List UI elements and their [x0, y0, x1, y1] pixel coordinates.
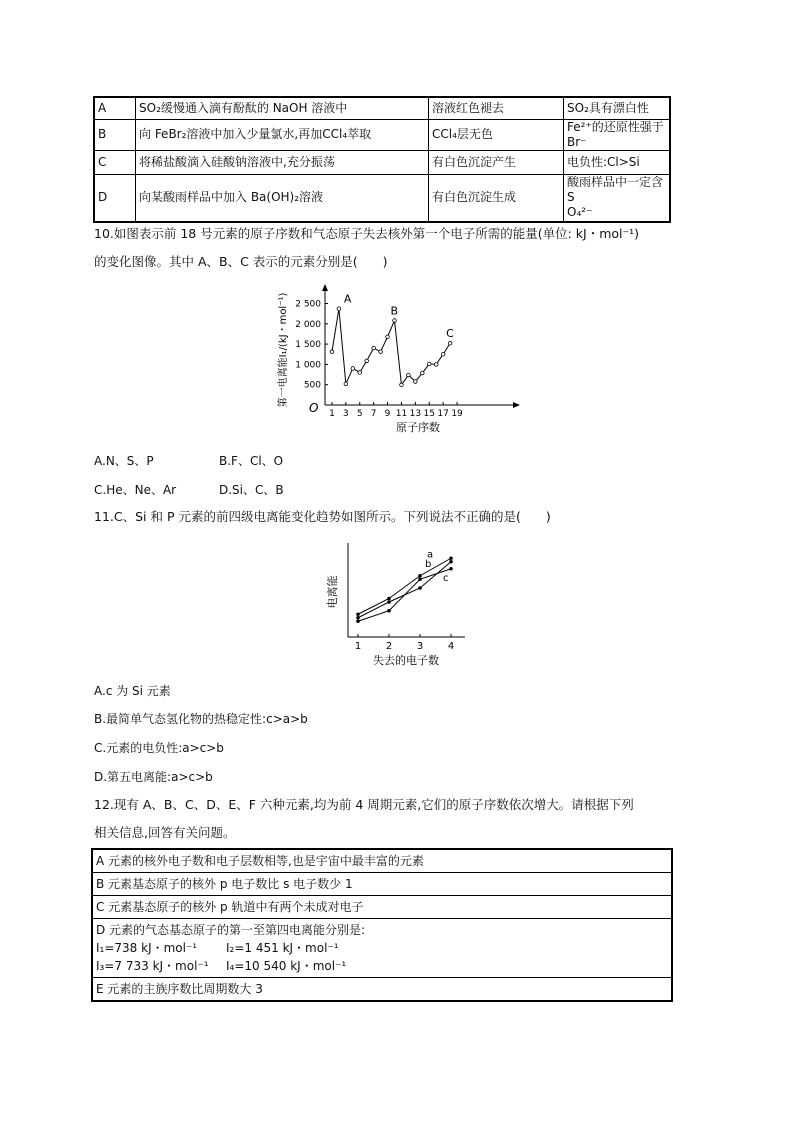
table-row	[92, 896, 672, 919]
phenomenon-cell: 溶液红色褪去	[429, 97, 564, 119]
i3-value: I₃=7 733 kJ・mol⁻¹	[96, 959, 209, 973]
chart1-group	[276, 284, 520, 434]
table-row	[94, 119, 670, 150]
operation-cell: 将稀盐酸滴入硅酸钠溶液中,充分振荡	[136, 150, 429, 174]
phenomenon-cell: 有白色沉淀生成	[429, 174, 564, 222]
data-point	[358, 371, 362, 375]
data-point	[365, 359, 369, 363]
x-axis-title: 失去的电子数	[373, 654, 439, 667]
conclusion-cell	[564, 174, 671, 222]
operation-cell: SO₂缓慢通入滴有酚酞的 NaOH 溶液中	[136, 97, 429, 119]
element-info-table	[91, 848, 673, 1002]
data-point	[393, 319, 397, 323]
data-point	[351, 367, 355, 371]
table-row	[92, 849, 672, 873]
x-tick-label: 7	[370, 409, 377, 419]
x-tick-label: 1	[329, 409, 335, 419]
series-label-b: b	[425, 558, 432, 570]
series-line-c	[358, 569, 451, 622]
data-point	[448, 341, 452, 345]
data-point	[344, 382, 348, 386]
data-point-c	[418, 577, 422, 581]
data-point	[427, 362, 431, 366]
info-b: B 元素基态原子的核外 p 电子数比 s 电子数少 1	[92, 873, 672, 896]
series-line-b	[358, 562, 451, 618]
i2-value: I₂=1 451 kJ・mol⁻¹	[226, 941, 339, 955]
data-point	[434, 363, 438, 367]
phenomenon-cell: CCl₄层无色	[429, 119, 564, 150]
table-row	[92, 919, 672, 978]
q12-stem-line2: 相关信息,回答有关问题。	[94, 825, 236, 840]
ionization-trend-chart	[320, 540, 480, 670]
conclusion-cell: Fe²⁺的还原性强于 Br⁻	[564, 119, 671, 150]
x-tick-label: 3	[416, 641, 424, 652]
row-label: A	[94, 97, 136, 119]
y-axis-title: 电离能	[326, 575, 339, 609]
x-tick-label: 9	[384, 409, 391, 419]
row-label: D	[94, 174, 136, 222]
series-label-c: c	[443, 572, 449, 584]
data-point-c	[449, 567, 453, 571]
data-point-a	[418, 574, 422, 578]
table-row	[92, 978, 672, 1002]
q10-option-d[interactable]: D.Si、C、B	[219, 483, 284, 497]
data-point	[421, 371, 425, 375]
y-tick-label: 1 000	[295, 360, 321, 371]
info-e: E 元素的主族序数比周期数大 3	[92, 978, 672, 1002]
data-point-a	[449, 556, 453, 560]
data-point-b	[387, 600, 391, 604]
table-row	[94, 150, 670, 174]
q10-stem-line2: 的变化图像。其中 A、B、C 表示的元素分别是( )	[94, 254, 388, 269]
table-row	[94, 174, 670, 222]
data-point	[407, 373, 411, 377]
data-point-b	[418, 586, 422, 590]
data-point	[337, 307, 341, 311]
data-point-b	[356, 616, 360, 620]
x-tick-label: 2	[385, 641, 393, 652]
phenomenon-cell: 有白色沉淀产生	[429, 150, 564, 174]
y-tick-label: 2 000	[295, 319, 321, 330]
x-axis-title: 原子序数	[396, 421, 440, 434]
x-tick-label: 13	[409, 409, 422, 419]
table-row	[94, 97, 670, 119]
data-point	[372, 346, 376, 350]
info-d-line2	[96, 957, 668, 975]
y-tick-label: 2 500	[295, 299, 321, 310]
conclusion-cell: 电负性:Cl>Si	[564, 150, 671, 174]
x-tick-label: 15	[423, 409, 435, 419]
q10-option-a[interactable]: A.N、S、P	[94, 454, 154, 468]
data-point	[330, 350, 334, 354]
row-label: B	[94, 119, 136, 150]
i1-value: I₁=738 kJ・mol⁻¹	[96, 941, 198, 955]
conclusion-line: 酸雨样品中一定含 S	[567, 175, 664, 205]
data-point	[386, 335, 390, 339]
data-point-c	[387, 609, 391, 613]
row-label: C	[94, 150, 136, 174]
ionization-energy-chart	[268, 282, 528, 437]
q12-stem-line1: 12.现有 A、B、C、D、E、F 六种元素,均为前 4 周期元素,它们的原子序数依次增大。请根据下列	[94, 797, 634, 812]
y-tick-label: 500	[303, 380, 321, 391]
q11-option-b[interactable]: B.最简单气态氢化物的热稳定性:c>a>b	[94, 712, 308, 726]
conclusion-cell: SO₂具有漂白性	[564, 97, 671, 119]
q10-stem-line1: 10.如图表示前 18 号元素的原子序数和气态原子失去核外第一个电子所需的能量(单位: kJ・mol⁻¹)	[94, 226, 640, 241]
point-annotation: A	[343, 292, 352, 306]
q11-stem: 11.C、Si 和 P 元素的前四级电离能变化趋势如图所示。下列说法不正确的是( )	[94, 509, 551, 524]
data-point-a	[356, 612, 360, 616]
point-annotation: C	[446, 327, 454, 341]
conclusion-line: O₄²⁻	[567, 205, 593, 220]
operation-cell: 向某酸雨样品中加入 Ba(OH)₂溶液	[136, 174, 429, 222]
q11-option-d[interactable]: D.第五电离能:a>c>b	[94, 770, 213, 784]
chart2-group	[325, 543, 465, 667]
x-tick-label: 5	[356, 409, 363, 419]
data-point-c	[356, 619, 360, 623]
y-axis-title: 第一电离能I₁/(kJ・mol⁻¹)	[278, 292, 289, 408]
x-tick-label: 17	[437, 409, 449, 419]
info-d-title: D 元素的气态基态原子的第一至第四电离能分别是:	[96, 923, 366, 937]
data-point-a	[387, 597, 391, 601]
series-label-a: a	[427, 549, 434, 561]
series-line	[332, 309, 450, 385]
q10-option-c[interactable]: C.He、Ne、Ar	[94, 483, 177, 497]
q11-option-c[interactable]: C.元素的电负性:a>c>b	[94, 741, 224, 755]
data-point	[379, 350, 383, 354]
y-axis-arrow	[322, 284, 328, 291]
operation-cell: 向 FeBr₂溶液中加入少量氯水,再加CCl₄萃取	[136, 119, 429, 150]
data-point-b	[449, 560, 453, 564]
i4-value: I₄=10 540 kJ・mol⁻¹	[226, 959, 347, 973]
x-axis-arrow	[513, 402, 520, 408]
origin-label: O	[309, 401, 319, 415]
x-tick-label: 19	[451, 409, 463, 419]
data-point	[441, 352, 445, 356]
experiment-table	[93, 96, 671, 223]
info-d-line1	[96, 939, 668, 957]
point-annotation: B	[390, 304, 399, 318]
data-point	[400, 383, 404, 387]
info-c: C 元素基态原子的核外 p 轨道中有两个未成对电子	[92, 896, 672, 919]
q11-option-a[interactable]: A.c 为 Si 元素	[94, 684, 171, 698]
x-tick-label: 1	[354, 641, 362, 652]
q10-option-b[interactable]: B.F、Cl、O	[219, 454, 284, 468]
table-row	[92, 873, 672, 896]
y-tick-label: 1 500	[295, 340, 321, 351]
data-point	[414, 380, 418, 384]
series-line-a	[358, 558, 451, 614]
info-a: A 元素的核外电子数和电子层数相等,也是宇宙中最丰富的元素	[92, 849, 672, 873]
x-tick-label: 4	[447, 641, 455, 652]
info-d	[92, 919, 672, 978]
x-tick-label: 11	[395, 409, 408, 419]
x-tick-label: 3	[342, 409, 349, 419]
